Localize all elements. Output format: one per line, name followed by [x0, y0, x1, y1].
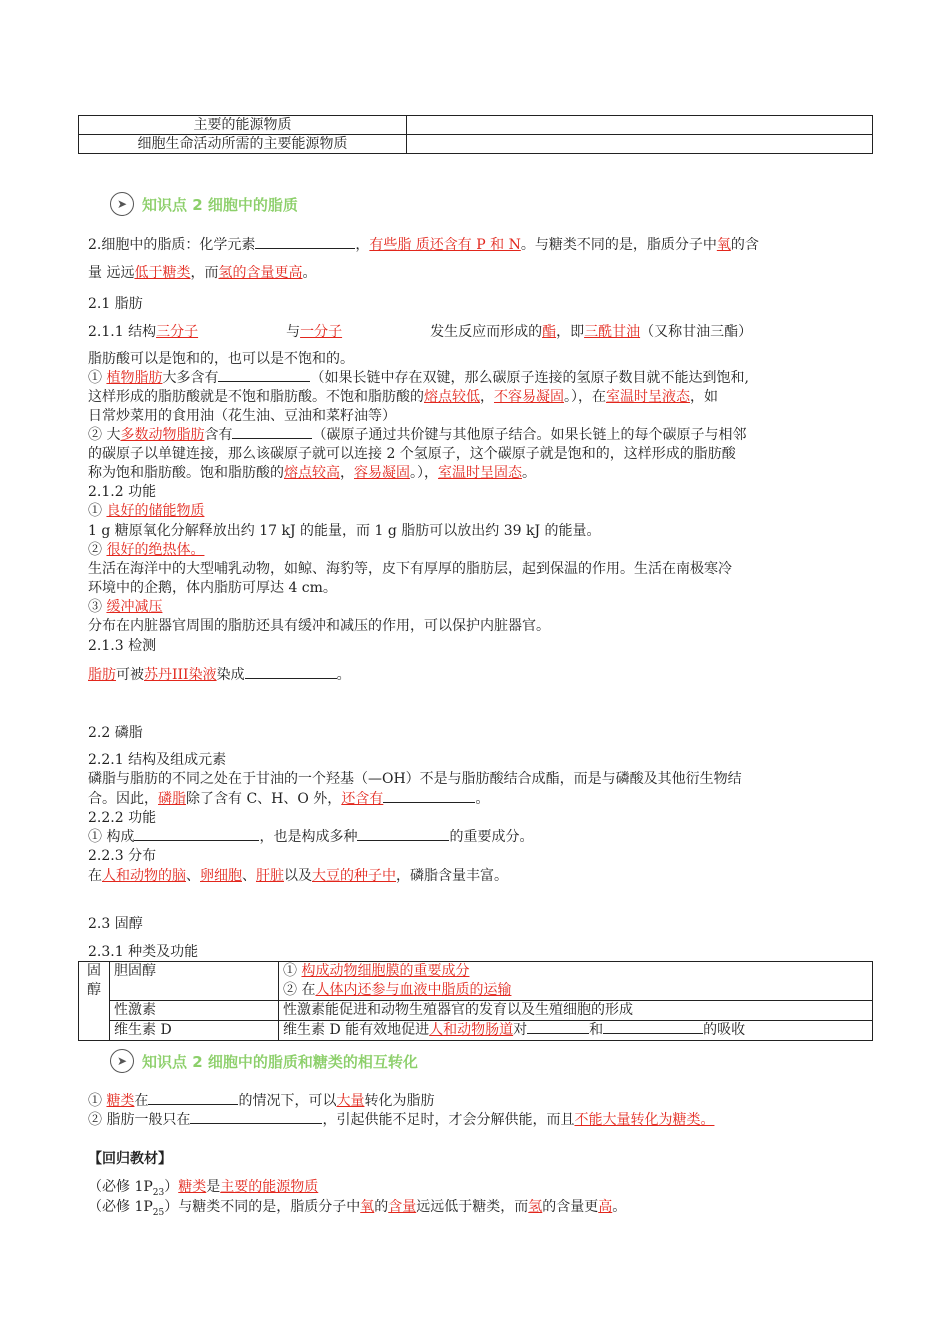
answer-text: 一分子	[300, 324, 343, 340]
text: 。	[612, 1199, 627, 1215]
text: 与	[286, 324, 301, 340]
answer-text: 不容易凝固	[494, 389, 564, 405]
text: ① 构成	[88, 829, 135, 845]
answer-text: 脂肪	[88, 667, 116, 683]
fat-title: 2.1 脂肪	[88, 296, 143, 312]
cholesterol-desc	[279, 962, 873, 1001]
answer-text: 低于糖类	[134, 265, 191, 281]
fill-blank	[218, 369, 310, 382]
function-1	[88, 502, 204, 521]
section-heading-lipids	[110, 192, 298, 216]
answer-text: 缓冲减压	[106, 599, 163, 615]
text: 的情况下，可以	[238, 1093, 337, 1109]
answer-text: 三分子	[156, 324, 199, 340]
answer-text: 多数动物脂肪	[120, 427, 205, 443]
answer-text: 含量	[388, 1199, 417, 1215]
fill-blank	[603, 1021, 703, 1034]
text: ②	[88, 542, 107, 558]
fat-structure-line	[88, 323, 752, 342]
text: 。），	[410, 465, 438, 481]
sterol-table	[78, 961, 873, 1041]
text: 的含量更	[542, 1199, 599, 1215]
page-subscript: 25	[152, 1207, 165, 1218]
answer-text: 室温时呈液态	[606, 389, 690, 405]
animal-fat-line3	[88, 464, 536, 483]
text: ，即	[556, 324, 585, 340]
answer-text: 磷脂	[158, 791, 186, 807]
answer-text: 植物脂肪	[106, 370, 163, 386]
answer-text: 氧	[360, 1199, 375, 1215]
text: ，而	[190, 265, 219, 281]
text: ② 在	[283, 982, 316, 998]
plant-fat-line2	[88, 388, 718, 407]
text: 是	[206, 1179, 221, 1195]
function-2-desc: 生活在海洋中的大型哺乳动物，如鲸、海豹等，皮下有厚厚的脂肪层，起到保温的作用。生活在南极寒冷	[88, 561, 732, 577]
text: 。	[522, 465, 536, 481]
answer-text: 室温时呈固态	[438, 465, 522, 481]
vitamin-d-name: 维生素 D	[110, 1021, 279, 1041]
table-cell: 主要的能源物质	[79, 116, 407, 135]
sterol-group-cell: 固醇	[79, 962, 110, 1041]
text: 和	[589, 1022, 604, 1038]
answer-text: 不能大量转化为糖类。	[574, 1112, 715, 1128]
text: 称为饱和脂肪酸。饱和脂肪酸的	[88, 465, 284, 481]
fill-blank	[232, 426, 312, 439]
vitamin-d-desc	[279, 1021, 873, 1041]
text: 远远低于糖类，而	[416, 1199, 529, 1215]
text: ）	[164, 1179, 179, 1195]
sterol-title: 2.3 固醇	[88, 916, 143, 932]
table-row	[79, 135, 873, 154]
text: ，	[340, 465, 354, 481]
text: （又称甘油三酯）	[640, 324, 753, 340]
table-row	[79, 1001, 873, 1021]
function-3-desc: 分布在内脏器官周围的脂肪还具有缓冲和减压的作用，可以保护内脏器官。	[88, 618, 550, 634]
function-3	[88, 598, 162, 617]
text: ，	[480, 389, 494, 405]
text: （必修 1P	[88, 1179, 153, 1195]
fill-blank	[190, 1111, 322, 1124]
energy-table	[78, 115, 873, 154]
lipid-intro-line2	[88, 264, 316, 283]
text: ③	[88, 599, 107, 615]
review-line-2	[88, 1198, 626, 1223]
page-subscript: 23	[152, 1187, 165, 1198]
detect-title: 2.1.3 检测	[88, 638, 157, 654]
fill-blank	[255, 236, 355, 249]
answer-text: 高	[598, 1199, 613, 1215]
answer-text: 构成动物细胞膜的重要成分	[301, 963, 470, 979]
review-title: 【回归教材】	[88, 1151, 172, 1167]
text: 以及	[284, 868, 312, 884]
animal-fat-line	[88, 426, 746, 445]
table-cell-empty	[407, 116, 873, 135]
function-2	[88, 541, 204, 560]
fill-blank	[527, 1021, 589, 1034]
answer-text: 良好的储能物质	[106, 503, 205, 519]
answer-text: 三酰甘油	[584, 324, 641, 340]
plant-fat-line3: 日常炒菜用的食用油（花生油、豆油和菜籽油等）	[88, 408, 396, 424]
text: 。	[475, 791, 490, 807]
text: ①	[283, 963, 302, 979]
answer-text: 很好的绝热体。	[106, 542, 205, 558]
answer-text: 有些脂 质还含有 P 和 N	[369, 237, 521, 253]
text: 。	[336, 667, 351, 683]
table-cell-empty	[407, 135, 873, 154]
text: 在	[88, 868, 102, 884]
table-row	[79, 1021, 873, 1041]
fill-blank	[134, 828, 259, 841]
answer-text: 熔点较低	[424, 389, 480, 405]
text: 含有	[204, 427, 233, 443]
chol-line	[283, 962, 868, 981]
phospholipid-desc1: 磷脂与脂肪的不同之处在于甘油的一个羟基（—OH）不是与脂肪酸结合成酯，而是与磷酸及其他衍生物结	[88, 771, 742, 787]
phospholipid-title: 2.2 磷脂	[88, 725, 143, 741]
text: 染成	[216, 667, 245, 683]
text: 的重要成分。	[449, 829, 534, 845]
text: 2.细胞中的脂质：化学元素	[88, 237, 256, 253]
detect-line	[88, 666, 351, 685]
lipid-intro-line	[88, 236, 759, 255]
sterol-sub1: 2.3.1 种类及功能	[88, 944, 199, 960]
plant-fat-line	[88, 369, 749, 388]
table-row	[79, 962, 873, 1001]
answer-text: 氢	[528, 1199, 543, 1215]
answer-text: 人和动物的脑	[102, 868, 186, 884]
answer-text: 糖类	[106, 1093, 135, 1109]
sex-hormone-name: 性激素	[110, 1001, 279, 1021]
fill-blank	[148, 1092, 238, 1105]
answer-text: 还含有	[341, 791, 384, 807]
text: 、	[242, 868, 256, 884]
answer-text: 熔点较高	[284, 465, 340, 481]
answer-text: 氧	[716, 237, 731, 253]
answer-text: 酯	[542, 324, 557, 340]
function-1-desc: 1 g 糖原氧化分解释放出约 17 kJ 的能量，而 1 g 脂肪可以放出约 39 kJ 的能量。	[88, 523, 601, 539]
text: ）与糖类不同的是，脂质分子中	[164, 1199, 361, 1215]
text: （必修 1P	[88, 1199, 153, 1215]
fill-blank	[357, 828, 449, 841]
phospholipid-desc2	[88, 790, 489, 809]
text: ② 大	[88, 427, 121, 443]
text: 大多含有	[162, 370, 219, 386]
animal-fat-line2: 的碳原子以单键连接，那么该碳原子就可以连接 2 个氢原子，这个碳原子就是饱和的，这样形成的脂肪酸	[88, 446, 736, 462]
answer-text: 氢的含量更高	[218, 265, 303, 281]
phospholipid-distribution	[88, 867, 508, 886]
text: 。	[302, 265, 317, 281]
heading-text: 知识点 2 细胞中的脂质和糖类的相互转化	[142, 1052, 418, 1071]
cholesterol-name: 胆固醇	[110, 962, 279, 1001]
text: ② 脂肪一般只在	[88, 1112, 191, 1128]
answer-text: 人和动物肠道	[429, 1022, 514, 1038]
text: ，也是构成多种	[259, 829, 358, 845]
text: 量 远远	[88, 265, 135, 281]
fill-blank	[245, 666, 337, 679]
text: ，如	[690, 389, 718, 405]
text: ①	[88, 1093, 107, 1109]
text: 可被	[116, 667, 144, 683]
fatty-acid-line: 脂肪酸可以是饱和的，也可以是不饱和的。	[88, 351, 354, 367]
text: 的吸收	[703, 1022, 746, 1038]
arrow-circle-icon: ➤	[110, 192, 134, 216]
section-heading-conversion	[110, 1049, 418, 1073]
text: 这样形成的脂肪酸就是不饱和脂肪酸。不饱和脂肪酸的	[88, 389, 424, 405]
text: 。与糖类不同的是，脂质分子中	[520, 237, 717, 253]
phospholipid-sub3: 2.2.3 分布	[88, 848, 157, 864]
fill-blank	[383, 790, 475, 803]
text: 的含	[730, 237, 759, 253]
text: ，磷脂含量丰富。	[396, 868, 508, 884]
table-cell: 细胞生命活动所需的主要能源物质	[79, 135, 407, 154]
text: 的	[374, 1199, 389, 1215]
sex-hormone-desc: 性激素能促进和动物生殖器官的发育以及生殖细胞的形成	[279, 1001, 873, 1021]
text: （如果长链中存在双键，那么碳原子连接的氢原子数目就不能达到饱和,	[310, 370, 749, 386]
answer-text: 苏丹III染液	[144, 667, 217, 683]
phospholipid-sub2: 2.2.2 功能	[88, 810, 157, 826]
conversion-1	[88, 1092, 434, 1111]
text: 维生素 D 能有效地促进	[283, 1022, 430, 1038]
text: 在	[134, 1093, 149, 1109]
chol-line	[283, 981, 868, 1000]
heading-text: 知识点 2 细胞中的脂质	[142, 195, 298, 214]
answer-text: 卵细胞	[200, 868, 242, 884]
answer-text: 容易凝固	[354, 465, 410, 481]
text: ①	[88, 503, 107, 519]
text: 转化为脂肪	[364, 1093, 435, 1109]
arrow-circle-icon: ➤	[110, 1049, 134, 1073]
text: 、	[186, 868, 200, 884]
text: 对	[513, 1022, 528, 1038]
table-row	[79, 116, 873, 135]
phospholipid-sub1: 2.2.1 结构及组成元素	[88, 752, 227, 768]
fat-function-title: 2.1.2 功能	[88, 484, 157, 500]
answer-text: 大量	[336, 1093, 365, 1109]
text: 合。因此，	[88, 791, 158, 807]
text: 2.1.1 结构	[88, 324, 157, 340]
text: 除了含有 C、H、O 外，	[186, 791, 342, 807]
text: 。），在	[564, 389, 606, 405]
answer-text: 人体内还参与血液中脂质的运输	[315, 982, 512, 998]
text: ，引起供能不足时，才会分解供能，而且	[322, 1112, 575, 1128]
text: ，	[355, 237, 370, 253]
answer-text: 肝脏	[256, 868, 284, 884]
answer-text: 糖类	[178, 1179, 207, 1195]
function-2-desc2: 环境中的企鹅，体内脂肪可厚达 4 cm。	[88, 580, 337, 596]
answer-text: 主要的能源物质	[220, 1179, 319, 1195]
phospholipid-function	[88, 828, 533, 847]
text: ①	[88, 370, 107, 386]
answer-text: 大豆的种子中	[312, 868, 396, 884]
conversion-2	[88, 1111, 714, 1130]
text: 发生反应而形成的	[430, 324, 543, 340]
text: （碳原子通过共价键与其他原子结合。如果长链上的每个碳原子与相邻	[312, 427, 747, 443]
